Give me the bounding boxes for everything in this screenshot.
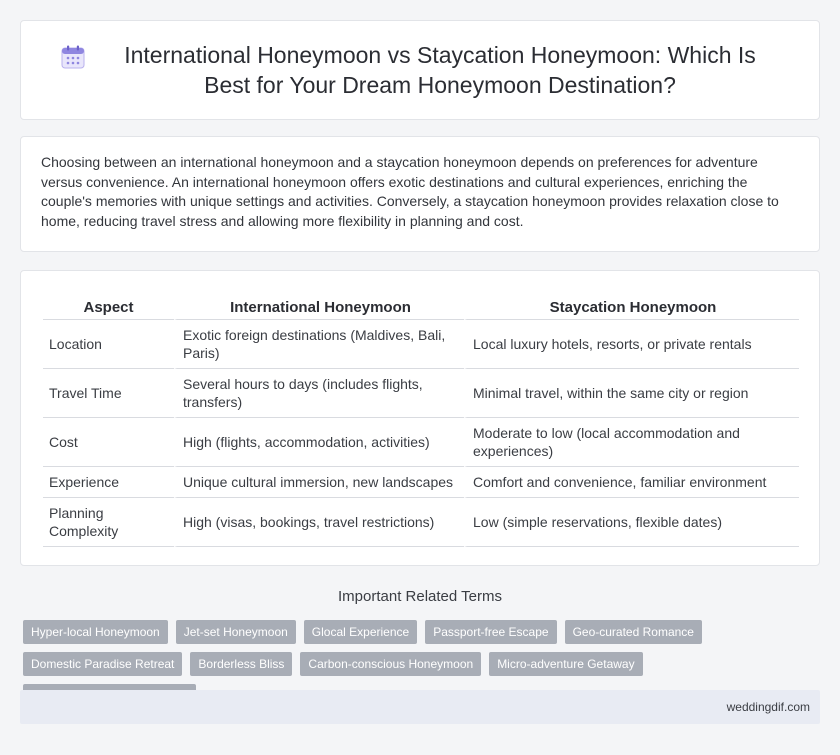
calendar-icon xyxy=(60,44,86,70)
table-row xyxy=(43,467,799,498)
cell-staycation: Moderate to low (local accommodation and experiences) xyxy=(464,418,799,467)
related-term-tag[interactable]: Geo-curated Romance xyxy=(565,620,702,644)
cell-staycation: Comfort and convenience, familiar environment xyxy=(464,467,799,498)
related-term-tag[interactable]: Borderless Bliss xyxy=(190,652,292,676)
intro-card xyxy=(20,136,820,252)
cell-aspect: Experience xyxy=(43,467,174,498)
related-term-tag[interactable]: Jet-set Honeymoon xyxy=(176,620,296,644)
related-term-tag[interactable]: Micro-adventure Getaway xyxy=(489,652,642,676)
cell-staycation: Low (simple reservations, flexible dates) xyxy=(464,498,799,547)
header-aspect: Aspect xyxy=(43,293,174,320)
table-header-row xyxy=(43,293,799,320)
table-row xyxy=(43,369,799,418)
cell-aspect: Location xyxy=(43,320,174,369)
cell-international: High (visas, bookings, travel restrictions) xyxy=(174,498,464,547)
cell-international: Exotic foreign destinations (Maldives, Bali, Paris) xyxy=(174,320,464,369)
related-terms-title: Important Related Terms xyxy=(338,588,502,605)
title-card xyxy=(20,20,820,120)
table-row xyxy=(43,320,799,369)
cell-aspect: Cost xyxy=(43,418,174,467)
page-title: International Honeymoon vs Staycation Honeymoon: Which Is Best for Your Dream Honeymoon Destination? xyxy=(124,42,756,98)
footer-site-link[interactable]: weddingdif.com xyxy=(726,700,810,714)
cell-aspect: Planning Complexity xyxy=(43,498,174,547)
header-international: International Honeymoon xyxy=(174,293,464,320)
cell-international: High (flights, accommodation, activities) xyxy=(174,418,464,467)
related-term-tag[interactable]: Domestic Paradise Retreat xyxy=(23,652,182,676)
cell-aspect: Travel Time xyxy=(43,369,174,418)
intro-paragraph: Choosing between an international honeymoon and a staycation honeymoon depends on preferences for adventure versus convenience. An international honeymoon offers exotic destinations and cultural experiences, enriching the couple's memories with unique settings and activities. Conversely, a staycation honeymoon provides relaxation close to home, reducing travel stress and allowing more flexibility in planning and cost. xyxy=(41,154,779,229)
cell-staycation: Minimal travel, within the same city or region xyxy=(464,369,799,418)
cell-staycation: Local luxury hotels, resorts, or private rentals xyxy=(464,320,799,369)
related-term-tag[interactable]: Passport-free Escape xyxy=(425,620,556,644)
footer xyxy=(20,690,820,724)
comparison-card xyxy=(20,270,820,566)
comparison-table xyxy=(43,293,799,547)
cell-international: Unique cultural immersion, new landscapes xyxy=(174,467,464,498)
table-row xyxy=(43,418,799,467)
cell-international: Several hours to days (includes flights, transfers) xyxy=(174,369,464,418)
title-wrap xyxy=(60,40,780,100)
header-staycation: Staycation Honeymoon xyxy=(464,293,799,320)
related-term-tag[interactable]: Glocal Experience xyxy=(304,620,417,644)
related-term-tag[interactable]: Carbon-conscious Honeymoon xyxy=(300,652,481,676)
related-term-tag[interactable]: Hyper-local Honeymoon xyxy=(23,620,168,644)
table-row xyxy=(43,498,799,547)
